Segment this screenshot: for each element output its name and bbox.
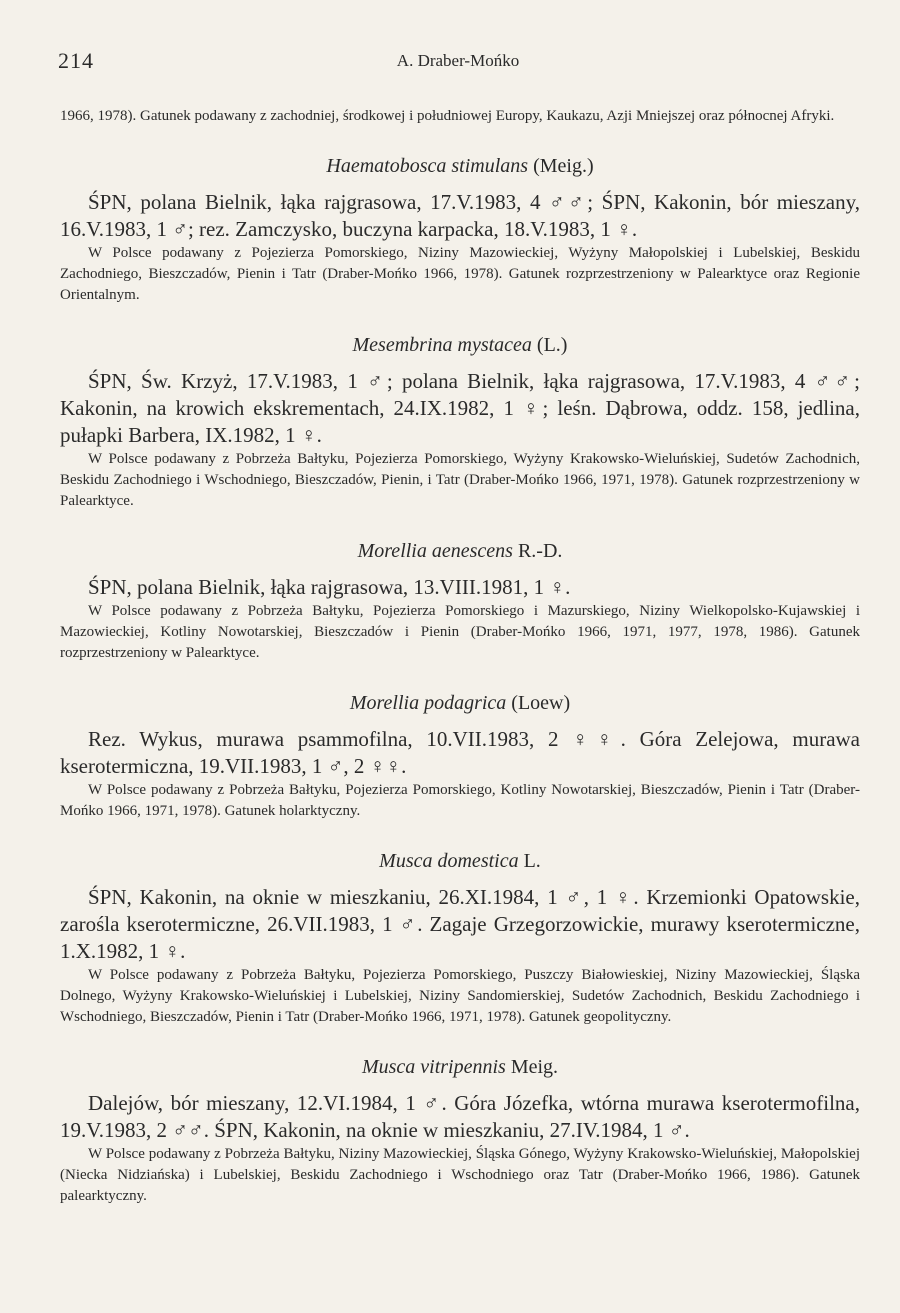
species-authority: R.-D. (517, 540, 563, 562)
species-entry (60, 153, 860, 306)
page-number: 214 (58, 48, 94, 73)
species-heading (60, 153, 860, 179)
species-records: ŚPN, polana Bielnik, łąka rajgrasowa, 17.V.1983, 4 ♂♂; ŚPN, Kakonin, bór mieszany, 16.V.1983, 1 ♂; rez. Zamczysko, buczyna karpacka, 18.V.1983, 1 ♀. (60, 190, 860, 241)
species-heading (60, 538, 860, 564)
species-entry (60, 1054, 860, 1207)
species-entry (60, 332, 860, 512)
species-heading (60, 1054, 860, 1080)
species-authority: L. (523, 850, 541, 872)
species-heading (60, 690, 860, 716)
species-authority: (Loew) (511, 692, 571, 714)
species-name: Morellia aenescens (357, 540, 513, 562)
species-distribution: W Polsce podawany z Pojezierza Pomorskiego, Niziny Mazowieckiej, Wyżyny Małopolskiej i Lubelskiej, Beskidu Zachodniego, Bieszczadów, Pienin i Tatr (Draber-Mońko 1966, 1978). Gatunek rozprzestrzeniony w Palearktyce oraz Regionie Orientalnym. (60, 245, 860, 303)
species-distribution: W Polsce podawany z Pobrzeża Bałtyku, Niziny Mazowieckiej, Śląska Gónego, Wyżyny Krakowsko-Wieluńskiej, Małopolskiej (Niecka Nidziańska) i Lubelskiej, Beskidu Zachodniego i Wschodniego oraz Tatr (Draber-Mońko 1966, 1986). Gatunek palearktyczny. (60, 1146, 860, 1204)
page-body (60, 106, 860, 1207)
species-records: ŚPN, Św. Krzyż, 17.V.1983, 1 ♂; polana Bielnik, łąka rajgrasowa, 17.V.1983, 4 ♂♂; Kakonin, na krowich ekskrementach, 24.IX.1982, 1 ♀; leśn. Dąbrowa, oddz. 158, jedlina, pułapki Barbera, IX.1982, 1 ♀. (60, 369, 860, 447)
species-records: ŚPN, polana Bielnik, łąka rajgrasowa, 13.VIII.1981, 1 ♀. (88, 575, 571, 599)
species-heading (60, 848, 860, 874)
species-entry (60, 848, 860, 1028)
species-distribution: W Polsce podawany z Pobrzeża Bałtyku, Pojezierza Pomorskiego, Kotliny Nowotarskiej, Bieszczadów, Pienin i Tatr (Draber-Mońko 1966, 1971, 1978). Gatunek holarktyczny. (60, 782, 860, 819)
page-header (58, 48, 858, 78)
species-name: Morellia podagrica (349, 692, 507, 714)
species-records: ŚPN, Kakonin, na oknie w mieszkaniu, 26.XI.1984, 1 ♂, 1 ♀. Krzemionki Opatowskie, zarośla kserotermiczne, 26.VII.1983, 1 ♂. Zagaje Grzegorzowickie, murawy kserotermiczne, 1.X.1982, 1 ♀. (60, 885, 860, 963)
species-distribution: W Polsce podawany z Pobrzeża Bałtyku, Pojezierza Pomorskiego, Puszczy Białowieskiej, Niziny Mazowieckiej, Śląska Dolnego, Wyżyny Krakowsko-Wieluńskiej i Lubelskiej, Niziny Sandomierskiej, Sudetów Zachodnich, Beskidu Zachodniego i Wschodniego, Bieszczadów, Pienin i Tatr (Draber-Mońko 1966, 1971, 1978). Gatunek geopolityczny. (60, 967, 860, 1025)
species-distribution: W Polsce podawany z Pobrzeża Bałtyku, Pojezierza Pomorskiego i Mazurskiego, Niziny Wielkopolsko-Kujawskiej i Mazowieckiej, Kotliny Nowotarskiej, Bieszczadów i Pienin (Draber-Mońko 1966, 1971, 1977, 1978, 1986). Gatunek rozprzestrzeniony w Palearktyce. (60, 603, 860, 661)
species-authority: (L.) (536, 334, 568, 356)
species-records: Dalejów, bór mieszany, 12.VI.1984, 1 ♂. Góra Józefka, wtórna murawa kserotermofilna, 19.V.1983, 2 ♂♂. ŚPN, Kakonin, na oknie w mieszkaniu, 27.IV.1984, 1 ♂. (60, 1091, 860, 1142)
species-entry (60, 690, 860, 822)
species-name: Mesembrina mystacea (352, 334, 532, 356)
running-head: A. Draber-Mońko (396, 51, 520, 70)
species-authority: Meig. (510, 1056, 559, 1078)
species-distribution: W Polsce podawany z Pobrzeża Bałtyku, Pojezierza Pomorskiego, Wyżyny Krakowsko-Wieluńskiej, Sudetów Zachodnich, Beskidu Zachodniego i Wschodniego, Bieszczadów, Pienin, i Tatr (Draber-Mońko 1966, 1971, 1978). Gatunek rozprzestrzeniony w Palearktyce. (60, 451, 860, 509)
intro-paragraph: 1966, 1978). Gatunek podawany z zachodniej, środkowej i południowej Europy, Kaukazu, Azji Mniejszej oraz północnej Afryki. (60, 108, 835, 124)
species-entry (60, 538, 860, 664)
species-name: Musca vitripennis (361, 1056, 506, 1078)
species-name: Haematobosca stimulans (326, 155, 529, 177)
species-records: Rez. Wykus, murawa psammofilna, 10.VII.1983, 2 ♀♀. Góra Zelejowa, murawa kserotermiczna, 19.VII.1983, 1 ♂, 2 ♀♀. (60, 727, 860, 778)
species-heading (60, 332, 860, 358)
species-authority: (Meig.) (533, 155, 594, 177)
species-name: Musca domestica (379, 850, 519, 872)
